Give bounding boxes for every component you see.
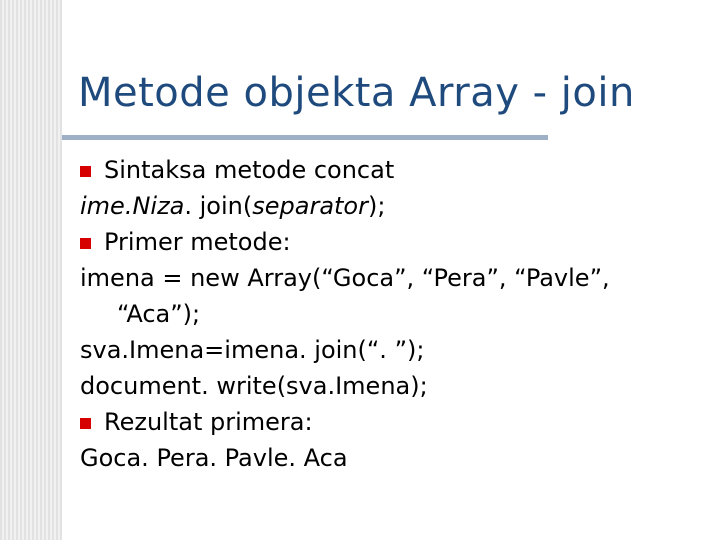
syntax-end: ); (367, 192, 386, 220)
code-line: sva.Imena=imena. join(“. ”); (80, 336, 425, 364)
left-decorative-band (0, 0, 62, 540)
code-line-continuation: “Aca”); (117, 300, 201, 328)
bullet-square-icon (80, 166, 91, 177)
bullet-item-result (80, 404, 710, 440)
code-line: document. write(sva.Imena); (80, 372, 428, 400)
syntax-param: separator (252, 192, 368, 220)
bullet-square-icon (80, 418, 91, 429)
syntax-object: ime.Niza (80, 192, 185, 220)
syntax-call: . join( (184, 192, 253, 220)
bullet-item-example (80, 224, 710, 260)
code-line: imena = new Array(“Goca”, “Pera”, “Pavle”, (80, 264, 610, 292)
bullet-text: Sintaksa metode concat (104, 156, 395, 184)
bullet-item-syntax (80, 152, 710, 188)
bullet-text: Primer metode: (104, 228, 291, 256)
bullet-text: Rezultat primera: (104, 408, 313, 436)
bullet-square-icon (80, 238, 91, 249)
slide-content (80, 152, 710, 476)
slide-title: Metode objekta Array - join (78, 70, 635, 116)
title-underline (62, 135, 548, 140)
syntax-line (80, 188, 710, 224)
result-line: Goca. Pera. Pavle. Aca (80, 444, 348, 472)
